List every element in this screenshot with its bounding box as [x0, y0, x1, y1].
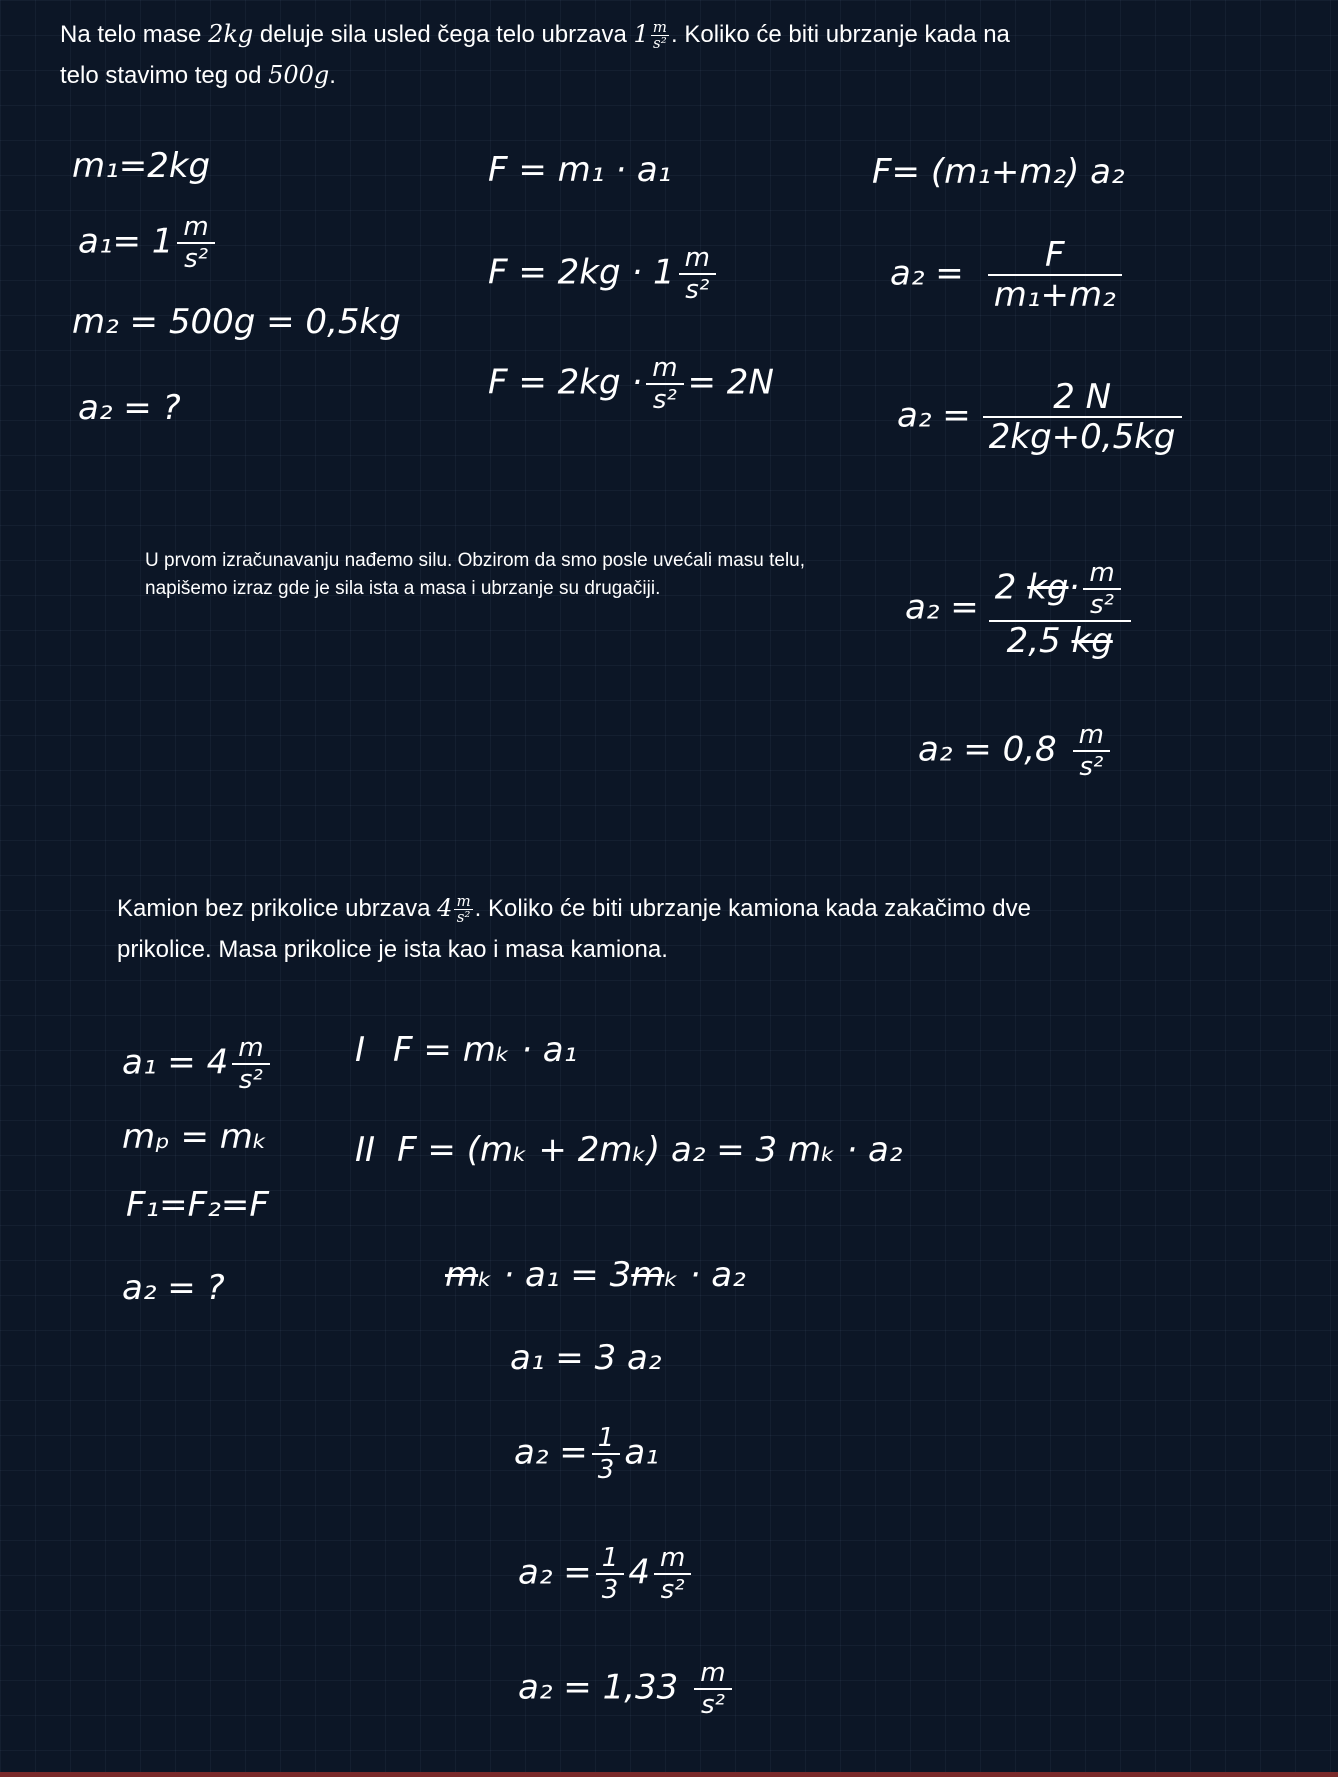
one-third: [592, 1425, 621, 1483]
step-a2-lhs: a₂ =: [518, 1552, 592, 1593]
equation-1: [355, 1030, 577, 1070]
unit-denominator: s²: [653, 34, 667, 53]
cancelled-kg: kg: [1027, 567, 1069, 608]
fraction-denominator: [989, 621, 1131, 661]
problem-1-unit: [651, 20, 669, 51]
a2-values-fraction: [983, 377, 1182, 457]
step-a2-lhs: a₂ =: [514, 1432, 588, 1473]
problem-1-text-b: deluje sila usled čega telo ubrzava: [253, 21, 634, 48]
unit-numerator: m: [1083, 560, 1120, 590]
unit-denominator: s²: [456, 908, 471, 927]
unit-numerator: m: [654, 1545, 691, 1575]
unit-denominator: s²: [700, 1690, 725, 1720]
a2-lhs: a₂ =: [905, 587, 979, 628]
unit-denominator: s²: [685, 275, 710, 305]
denominator-value: 2,5: [1006, 621, 1061, 661]
numerator-dot: ·: [1068, 567, 1080, 608]
unit-numerator: m: [456, 892, 471, 911]
unit-denominator: s²: [238, 1065, 263, 1095]
step-a2-unit: [654, 1545, 691, 1603]
given2-a1-unit: [232, 1035, 269, 1093]
given-a1-unit: [177, 214, 214, 272]
step-cancel-mass: [445, 1255, 746, 1295]
step-cancel-middle: ₖ · a₁ = 3: [478, 1255, 632, 1295]
equation-1-label: I: [355, 1030, 366, 1070]
force-result-value: F = 2kg ·: [488, 362, 643, 403]
given-m2: m₂ = 500g = 0,5kg: [72, 302, 401, 342]
step-a2-result-value: a₂ = 1,33: [518, 1667, 679, 1708]
fraction-numerator: 1: [596, 1545, 625, 1575]
problem-2-text-b: . Koliko će biti ubrzanje kamiona kada zakačimo dve prikolice. Masa prikolice je ista kao i masa kamiona.: [117, 895, 1031, 963]
given2-forces: F₁=F₂=F: [126, 1185, 269, 1225]
problem-2-text: [117, 888, 1097, 970]
cancelled-kg: kg: [1071, 621, 1113, 661]
given-a2: a₂ = ?: [78, 388, 181, 428]
problem-2-acceleration: 4: [437, 894, 453, 922]
fraction-denominator: 2kg+0,5kg: [988, 417, 1176, 457]
bottom-edge-bar: [0, 1772, 1338, 1777]
unit-denominator: s²: [184, 244, 209, 274]
numerator-unit: [1083, 560, 1120, 618]
fraction-denominator: 3: [601, 1575, 619, 1605]
step-a2-rhs: a₁: [624, 1432, 659, 1473]
given2-a1: [122, 1035, 274, 1093]
unit-denominator: s²: [660, 1575, 685, 1605]
problem-2-text-a: Kamion bez prikolice ubrzava: [117, 895, 438, 922]
unit-numerator: m: [1073, 722, 1110, 752]
force-result-unit: [646, 355, 683, 413]
equation-2: [355, 1130, 902, 1170]
given-a1: [78, 214, 219, 272]
unit-numerator: m: [177, 214, 214, 244]
numerator-value: 2: [994, 567, 1017, 608]
a2-result: [918, 722, 1114, 780]
given2-a2: a₂ = ?: [122, 1268, 225, 1308]
problem-1-text-c: . Koliko će biti ubrzanje kada na telo stavimo teg od: [60, 21, 1010, 89]
step-a1-equals: a₁ = 3 a₂: [510, 1338, 662, 1378]
force-result-newtons: = 2N: [687, 362, 774, 403]
fraction-denominator: 3: [597, 1455, 615, 1485]
force-substituted-unit: [679, 245, 716, 303]
step-a2-values: [518, 1545, 695, 1603]
given2-a1-value: a₁ = 4: [122, 1042, 229, 1083]
problem-1-weight: 500g: [268, 61, 330, 89]
a2-fraction-units: [905, 558, 1135, 661]
a2-fraction-values: [897, 377, 1186, 457]
a2-result-value: a₂ = 0,8: [918, 729, 1057, 770]
fraction-numerator: 2 N: [983, 380, 1182, 418]
unit-numerator: m: [694, 1660, 731, 1690]
problem-1-acceleration: 1: [633, 20, 649, 48]
problem-2-unit: [454, 894, 472, 925]
equation-2-body: F = (mₖ + 2mₖ) a₂ = 3 mₖ · a₂: [397, 1130, 903, 1170]
unit-denominator: s²: [1089, 590, 1114, 620]
explanation-note: U prvom izračunavanju nađemo silu. Obzirom da smo posle uvećali masu telu, napišemo izraz gde je sila ista a masa i ubrzanje su drugačiji.: [145, 550, 806, 599]
unit-numerator: m: [652, 18, 668, 37]
a2-lhs: a₂ =: [897, 395, 971, 436]
step-a2-result-unit: [694, 1660, 731, 1718]
a2-fraction-formula: [890, 235, 1126, 315]
fraction-numerator: F: [988, 238, 1122, 276]
force-substituted: [488, 245, 720, 303]
force-substituted-value: F = 2kg · 1: [488, 252, 675, 293]
a2-units-fraction: [989, 558, 1131, 661]
problem-1-text-a: Na telo mase: [60, 21, 209, 48]
step-cancel-end: ₖ · a₂: [664, 1255, 746, 1295]
step-a2-result: [518, 1660, 736, 1718]
step-a2-fraction: [514, 1425, 659, 1483]
force-formula: F = m₁ · a₁: [488, 150, 672, 190]
given-a1-value: a₁= 1: [78, 221, 174, 262]
given2-masses: mₚ = mₖ: [122, 1117, 268, 1157]
unit-denominator: s²: [1079, 752, 1104, 782]
force-result: [488, 355, 774, 413]
fraction-numerator: 1: [592, 1425, 621, 1455]
equation-2-label: II: [355, 1130, 376, 1170]
fraction-numerator: [989, 560, 1131, 622]
fraction-denominator: m₁+m₂: [993, 275, 1116, 315]
given-m1: m₁=2kg: [72, 146, 211, 186]
one-third: [596, 1545, 625, 1603]
cancelled-mass: m: [631, 1255, 665, 1295]
unit-denominator: s²: [652, 385, 677, 415]
unit-numerator: m: [232, 1035, 269, 1065]
cancelled-mass: m: [445, 1255, 479, 1295]
general-formula: F= (m₁+m₂) a₂: [872, 152, 1125, 192]
a2-result-unit: [1073, 722, 1110, 780]
a2-fraction: [988, 235, 1122, 315]
step-a2-rhs: 4: [628, 1552, 650, 1593]
unit-numerator: m: [646, 355, 683, 385]
unit-numerator: m: [679, 245, 716, 275]
equation-1-body: F = mₖ · a₁: [393, 1030, 578, 1070]
problem-1-mass: 2kg: [208, 20, 254, 48]
problem-1-text: [60, 14, 1040, 96]
a2-lhs: a₂ =: [890, 253, 964, 294]
problem-1-text-d: .: [329, 62, 336, 89]
